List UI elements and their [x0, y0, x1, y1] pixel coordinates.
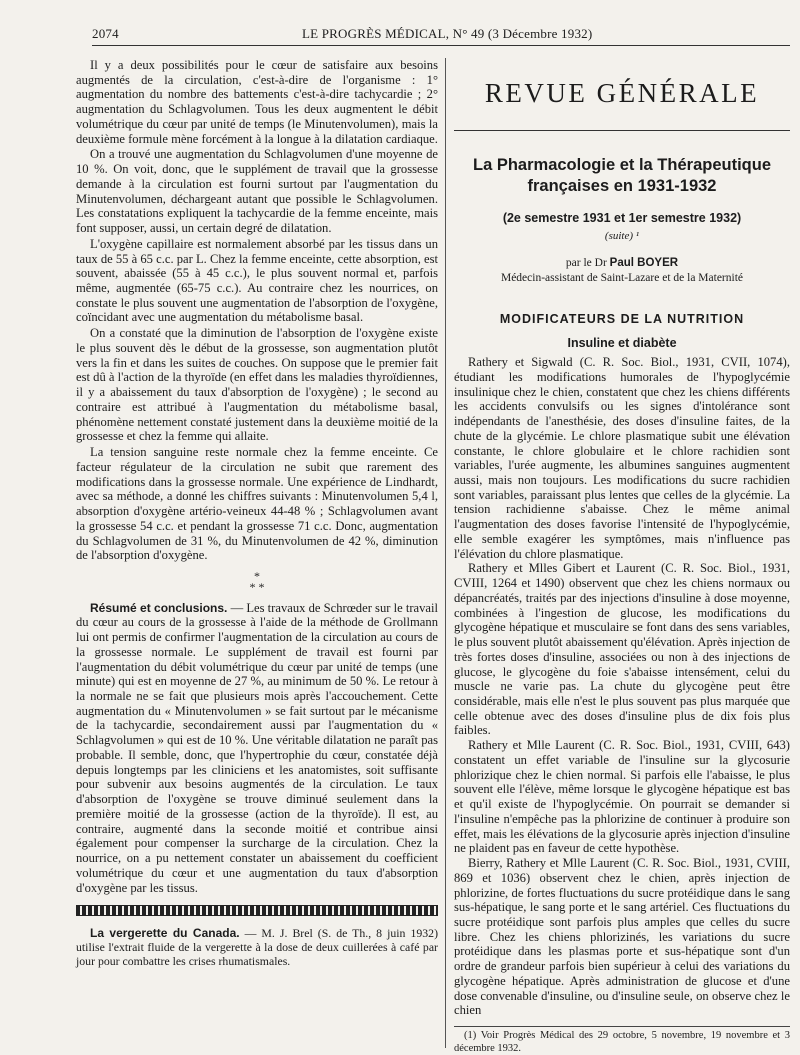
header-rule — [92, 45, 790, 46]
right-column — [454, 58, 790, 1055]
canada-text: — M. J. Brel (S. de Th., 8 juin 1932) utilise l'extrait fluide de la vergerette à la dose de deux cuillerées à café par jour pour combattre les crises rhumatismales. — [76, 926, 438, 968]
canada-note — [76, 926, 438, 968]
right-paragraph: Rathery et Mlles Gibert et Laurent (C. R. Soc. Biol., 1931, CVIII, 1264 et 1490) observent que chez les chiens normaux ou dépancréatés, traités par des injections d'insuline à dose moyenne, combinées à l'ingestion de glucose, les modifications du glycogène hépatique et musculaire se font dans des sens variables, le plus souvent plutôt abaissement qu'élévation. Après injection de très fortes doses d'insuline, associées ou non à des injections de glucose, le glycogène du foie s'abaisse intensément, celui du muscle ne varie pas. La chute du glycogène peut être considérable, mais elle n'est le plus souvent pas plus marquée que celle obtenue avec des doses d'insuline plus de dix fois plus faibles. — [454, 561, 790, 738]
ornamental-rule — [76, 905, 438, 916]
article-title — [454, 155, 790, 198]
article-title-line-1: La Pharmacologie et la Thérapeutique — [473, 155, 771, 174]
resume-heading: Résumé et conclusions. — [90, 600, 228, 615]
byline-prefix: par le Dr — [565, 256, 610, 269]
left-paragraph: L'oxygène capillaire est normalement absorbé par les tissus dans un taux de 55 à 65 c.c. par L. Chez la femme enceinte, cette absorption, est souvent, abaissée (55 à 45 c.c.), le plus souvent normal et, parfois même, augmentée (65-75 c.c.). Au contraire chez les nourrices, on constate le plus souvent une augmentation de l'absorption de l'oxygène, coïncidant avec une augmentation du métabolisme basal. — [76, 236, 438, 325]
left-paragraphs — [76, 58, 438, 563]
title-rule — [454, 130, 790, 131]
left-paragraph: Il y a deux possibilités pour le cœur de satisfaire aux besoins augmentés de la circulation, c'est-à-dire de l'organisme : 1° augmentation du nombre des battements c'est-à-dire tachycardie ; 2° augmentation du Schlagvolumen. Tous les deux augmentent le débit volumétrique du cœur par unité de temps (le Minutenvolumen), mais la deuxième formule mène forcément à la longue à la dilatation cardiaque. — [76, 58, 438, 146]
journal-title: LE PROGRÈS MÉDICAL, N° 49 (3 Décembre 1932) — [302, 26, 593, 41]
section-title: REVUE GÉNÉRALE — [484, 78, 760, 108]
left-column — [76, 58, 438, 969]
canada-heading: La vergerette du Canada. — [90, 926, 240, 941]
left-paragraph: On a constaté que la diminution de l'absorption de l'oxygène existe le plus souvent dès le début de la grossesse, son augmentation plutôt vers la fin et dans les suites de couches. On suppose que le premier fait est dû à l'action de la thyroïde (en effet dans les maladies thyroïdiennes, il y a abaissement du taux d'absorption de l'oxygène) ; le second au contraire est attribué à l'augmentation du métabolisme basal, phénomène nettement constaté justement dans la deuxième moitié de la grossesse et chez la femme qui allaite. — [76, 326, 438, 444]
resume-text: — Les travaux de Schrœder sur le travail du cœur au cours de la grossesse à l'aide de la méthode de Grollmann lui ont permis de confirmer l'augmentation de la circulation au cours de la grossesse normale. Le supplément de travail est fourni par l'augmentation du débit volumétrique du cœur par unité de temps (une minute) qui est en moyenne de 27 %, au minimum de 50 %. Le retour à la normale ne se fait que plusieurs mois après l'accouchement. Cette augmentation du « Minutenvolumen » se fait surtout par le mécanisme de la tachycardie, secondairement aussi par l'augmentation du « Schlagvolumen » qui est de 10 %. Une véritable dilatation ne paraît pas probable. Il semble, donc, que l'hypertrophie du cœur, constatée déjà depuis longtemps par les cliniciens et les anatomistes, soit suffisante pour subvenir aux besoins augmentés de la circulation. Le taux d'absorption de l'oxygène se trouve diminué seulement dans la première moitié de la grossesse (action de la thyroïde). Il est, au contraire, augmenté dans la seconde moitié et contribue ainsi également pour compenser la surcharge de la circulation. Chez la nourrice, on a pu nettement constater un abaissement du coefficient volumétrique du cœur et une augmentation du taux d'absorption d'oxygène par les tissus. — [76, 600, 439, 895]
left-paragraph: On a trouvé une augmentation du Schlagvolumen d'une moyenne de 10 %. On voit, donc, que le supplément de travail que la grossesse demande à la circulation est fourni surtout par l'augmentation du Minutenvolumen, déchargeant autant que possible le Schlagvolumen. Les constatations expliquent la tachycardie de la femme enceinte, mais font supposer, aussi, un certain degré de dilatation. — [76, 147, 438, 236]
footnote-text: (1) Voir Progrès Médical des 29 octobre, 5 novembre, 19 novembre et 3 décembre 1932. — [454, 1030, 790, 1054]
right-paragraph: Rathery et Sigwald (C. R. Soc. Biol., 1931, CVII, 1074), étudiant les modifications humorales de l'hypoglycémie insulinique chez le chien, constatent que chez les chiens différents les accidents convulsifs ou les signes d'intolérance sont indépendants de l'anesthésie, des doses d'insuline faites, de la chute de la glycémie. Le chlore plasmatique subit une élévation constante, le chlore globulaire et le chlore rachidien sont variables, l'urée augmente, les albumines sanguines augmentent aussi, mais non toujours. Les modifications du sucre rachidien sont variables, paraissant plus lentes que celles de la glycémie. La tension rachidienne s'abaisse. Chez le même animal l'augmentation des doses favorise l'intensité de l'hypoglycémie, elle semble exagérer les symptômes, mais n'influence pas l'élévation du chlore plasmatique. — [454, 355, 790, 561]
subsection-heading: Insuline et diabète — [567, 336, 677, 351]
section-heading: MODIFICATEURS DE LA NUTRITION — [499, 311, 745, 326]
canada-paragraph — [76, 926, 438, 968]
left-paragraph: La tension sanguine reste normale chez la femme enceinte. Ce facteur régulateur de la circulation ne subit que rarement des modifications dans la grossesse normale. Une expérience de Lindhardt, avec sa méthode, a donné les chiffres suivants : Minutenvolumen 5,4 l, absorption d'oxygène artério-veineux 44-48 % ; Schlagvolumen avant la grossesse 54 c.c. et pendant la grossesse 71 c.c. Donc, augmentation du Schlagvolumen de 31 %, du Minutenvolumen de 42 %, diminution de l'absorption d'oxygène. — [76, 445, 438, 563]
right-paragraph: Rathery et Mlle Laurent (C. R. Soc. Biol., 1931, CVIII, 643) constatent un effet variable de l'insuline sur la glycosurie phlorizique chez le chien normal. Si parfois elle l'abaisse, le plus souvent elle l'élève, même lorsque le glycogène hépatique est bas et qu'il existe de l'hypoglycémie. On pourrait se demander si l'insuline n'empêche pas la phlorizine de continuer à produire son effet, mais les élévations de la glycosurie après injection d'insuline ne plaident pas en faveur de cette hypothèse. — [454, 738, 790, 856]
column-divider — [445, 58, 446, 1048]
byline — [454, 257, 790, 270]
article-title-line-2: françaises en 1931-1932 — [527, 177, 717, 196]
suite-note: (suite) ¹ — [604, 230, 640, 243]
resume-paragraph — [76, 601, 438, 896]
running-head — [92, 26, 784, 46]
asterism — [76, 568, 438, 594]
asterism-bottom: * * — [249, 579, 265, 594]
author-name: Paul BOYER — [609, 256, 679, 269]
right-paragraph: Bierry, Rathery et Mlle Laurent (C. R. Soc. Biol., 1931, CVIII, 869 et 1036) observent chez le chien, après injection de phlorizine, de fortes fluctuations du sucre protéidique dans le sang sus-hépatique, le sang porte et le sang artériel. Ces fluctuations du sucre protéidique sont parfois plus amples que celles du sucre libre. Chez les chiens phlorizinés, les variations du sucre protéidique dans les plasmas porte et sus-hépatique sont d'un ordre de grandeur parfois bien supérieur à celui des variations du glycogène hépatique. Après administration de glucose et d'une dose convenable d'insuline, ou d'insuline seule, on observe chez le chien — [454, 856, 790, 1018]
page-number: 2074 — [92, 26, 119, 41]
article-subtitle: (2e semestre 1931 et 1er semestre 1932) — [502, 211, 742, 226]
asterism-top: * — [254, 568, 260, 583]
author-affiliation: Médecin-assistant de Saint-Lazare et de la Maternité — [500, 272, 744, 285]
